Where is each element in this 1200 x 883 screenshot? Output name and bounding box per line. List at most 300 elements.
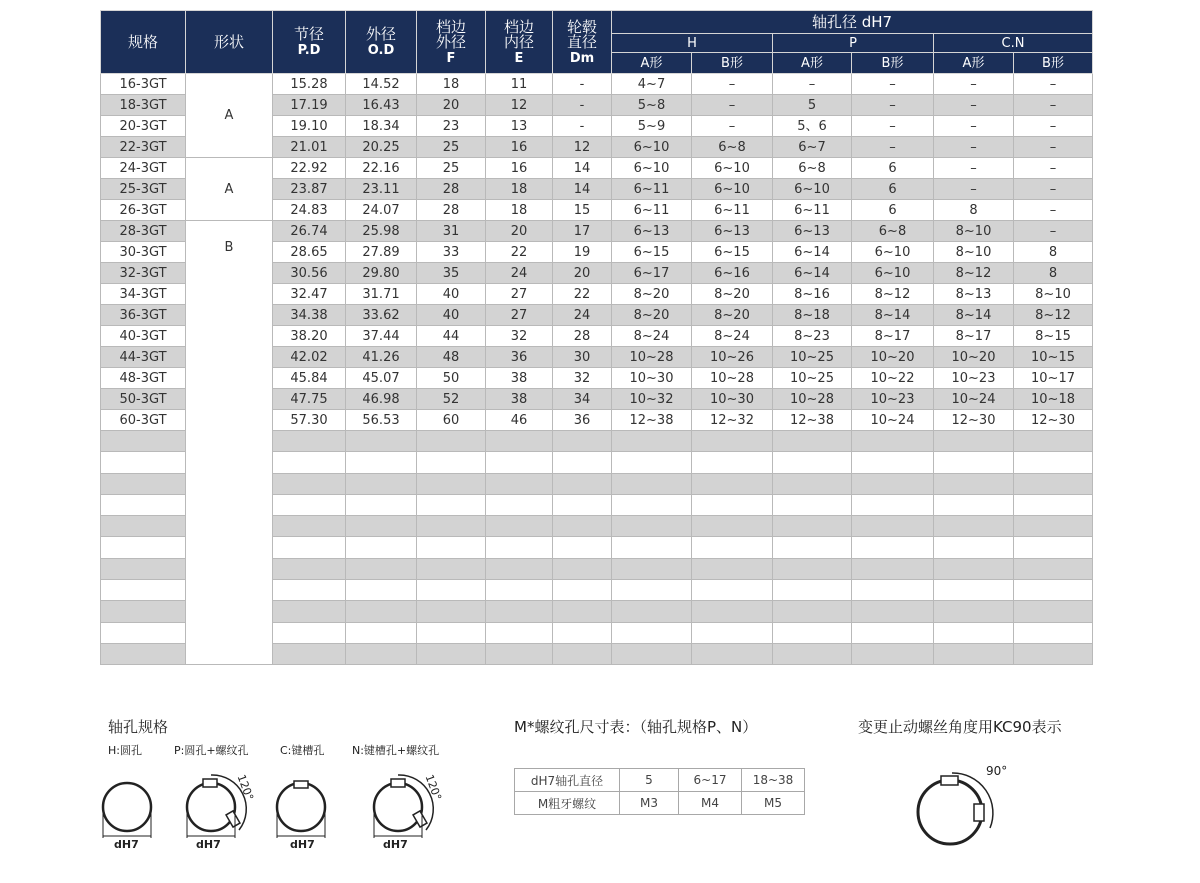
- value-cell: 23.87: [273, 179, 346, 200]
- spec-cell: 50-3GT: [101, 389, 186, 410]
- value-cell: [486, 494, 553, 515]
- value-cell: 8~10: [1014, 284, 1093, 305]
- value-cell: 8~23: [773, 326, 852, 347]
- value-cell: 10~28: [612, 347, 692, 368]
- value-cell: [553, 516, 612, 537]
- value-cell: [852, 537, 934, 558]
- spec-cell: 22-3GT: [101, 137, 186, 158]
- value-cell: 8~20: [612, 305, 692, 326]
- shape-cell: A: [186, 74, 273, 158]
- value-cell: –: [852, 95, 934, 116]
- value-cell: [692, 601, 773, 622]
- value-cell: [346, 473, 417, 494]
- value-cell: [553, 494, 612, 515]
- value-cell: 6~8: [773, 158, 852, 179]
- col-dm: 轮毂 直径 Dm: [553, 11, 612, 74]
- spec-cell: 18-3GT: [101, 95, 186, 116]
- value-cell: [486, 452, 553, 473]
- value-cell: [417, 516, 486, 537]
- value-cell: [692, 494, 773, 515]
- value-cell: 6~13: [773, 221, 852, 242]
- value-cell: [852, 558, 934, 579]
- value-cell: –: [1014, 95, 1093, 116]
- value-cell: –: [1014, 116, 1093, 137]
- value-cell: 28.65: [273, 242, 346, 263]
- spec-cell: 16-3GT: [101, 74, 186, 95]
- bore-p-dim: dH7: [196, 838, 221, 851]
- bore-p-angle: 120°: [234, 772, 256, 803]
- value-cell: 6~14: [773, 242, 852, 263]
- value-cell: [692, 452, 773, 473]
- value-cell: [1014, 494, 1093, 515]
- value-cell: [612, 537, 692, 558]
- spec-cell: [101, 537, 186, 558]
- bore-type-h: H:圆孔: [108, 744, 142, 757]
- value-cell: 18.34: [346, 116, 417, 137]
- value-cell: [773, 601, 852, 622]
- value-cell: [852, 494, 934, 515]
- value-cell: 40: [417, 305, 486, 326]
- value-cell: [417, 494, 486, 515]
- thread-head-diameter: dH7轴孔直径: [515, 769, 620, 792]
- value-cell: 20: [553, 263, 612, 284]
- spec-cell: 26-3GT: [101, 200, 186, 221]
- col-e: 档边 内径 E: [486, 11, 553, 74]
- value-cell: [417, 643, 486, 664]
- value-cell: [553, 558, 612, 579]
- value-cell: [612, 622, 692, 643]
- value-cell: 6~10: [773, 179, 852, 200]
- value-cell: 6~13: [692, 221, 773, 242]
- value-cell: 6~8: [692, 137, 773, 158]
- value-cell: 16: [486, 158, 553, 179]
- value-cell: 34: [553, 389, 612, 410]
- value-cell: 10~20: [852, 347, 934, 368]
- value-cell: [553, 537, 612, 558]
- bore-n-angle: 120°: [422, 772, 444, 803]
- table-row: [101, 74, 1093, 95]
- value-cell: [852, 601, 934, 622]
- value-cell: 8~14: [934, 305, 1014, 326]
- value-cell: [553, 580, 612, 601]
- value-cell: 6~11: [612, 179, 692, 200]
- value-cell: 10~30: [692, 389, 773, 410]
- bore-section-title: 轴孔规格: [108, 718, 169, 736]
- value-cell: 27: [486, 284, 553, 305]
- value-cell: [612, 643, 692, 664]
- value-cell: [273, 516, 346, 537]
- col-spec: 规格: [101, 11, 186, 74]
- value-cell: 8~12: [1014, 305, 1093, 326]
- spec-table: [100, 10, 1093, 665]
- value-cell: [934, 622, 1014, 643]
- bore-type-p: P:圆孔+螺纹孔: [174, 744, 249, 757]
- spec-cell: [101, 622, 186, 643]
- value-cell: [773, 622, 852, 643]
- value-cell: 13: [486, 116, 553, 137]
- value-cell: 6~10: [692, 179, 773, 200]
- value-cell: [553, 452, 612, 473]
- value-cell: [346, 431, 417, 452]
- value-cell: –: [934, 179, 1014, 200]
- value-cell: [934, 494, 1014, 515]
- group-p: P: [773, 34, 934, 53]
- value-cell: 24.83: [273, 200, 346, 221]
- value-cell: 8~12: [852, 284, 934, 305]
- value-cell: 29.80: [346, 263, 417, 284]
- value-cell: [692, 431, 773, 452]
- value-cell: [852, 580, 934, 601]
- value-cell: 10~24: [852, 410, 934, 431]
- value-cell: 16.43: [346, 95, 417, 116]
- value-cell: [273, 494, 346, 515]
- thread-section-title: M*螺纹孔尺寸表：（轴孔规格P、N）: [514, 718, 758, 736]
- value-cell: [692, 580, 773, 601]
- value-cell: –: [934, 116, 1014, 137]
- value-cell: [692, 537, 773, 558]
- value-cell: 15: [553, 200, 612, 221]
- value-cell: –: [1014, 200, 1093, 221]
- value-cell: [553, 622, 612, 643]
- value-cell: [417, 537, 486, 558]
- value-cell: 14: [553, 158, 612, 179]
- value-cell: [934, 643, 1014, 664]
- value-cell: [273, 473, 346, 494]
- value-cell: 28: [417, 179, 486, 200]
- col-f: 档边 外径 F: [417, 11, 486, 74]
- value-cell: [692, 473, 773, 494]
- value-cell: [346, 643, 417, 664]
- value-cell: [773, 452, 852, 473]
- value-cell: [486, 622, 553, 643]
- value-cell: 30: [553, 347, 612, 368]
- value-cell: [417, 473, 486, 494]
- value-cell: 52: [417, 389, 486, 410]
- value-cell: 32: [486, 326, 553, 347]
- value-cell: [773, 643, 852, 664]
- col-shape: 形状: [186, 11, 273, 74]
- value-cell: 8~24: [692, 326, 773, 347]
- value-cell: 6~13: [612, 221, 692, 242]
- value-cell: 8~20: [692, 284, 773, 305]
- spec-cell: 34-3GT: [101, 284, 186, 305]
- value-cell: 46: [486, 410, 553, 431]
- value-cell: 20: [417, 95, 486, 116]
- value-cell: [692, 643, 773, 664]
- spec-cell: 32-3GT: [101, 263, 186, 284]
- value-cell: 22.92: [273, 158, 346, 179]
- value-cell: 17.19: [273, 95, 346, 116]
- value-cell: [934, 601, 1014, 622]
- bore-type-n: N:键槽孔+螺纹孔: [352, 744, 440, 757]
- sub-cn-a: A形: [934, 53, 1014, 74]
- value-cell: 8~10: [934, 242, 1014, 263]
- value-cell: [1014, 452, 1093, 473]
- value-cell: [852, 431, 934, 452]
- shape-cell: B: [186, 221, 273, 665]
- value-cell: [612, 431, 692, 452]
- spec-cell: [101, 516, 186, 537]
- value-cell: [417, 431, 486, 452]
- value-cell: [346, 558, 417, 579]
- spec-cell: [101, 494, 186, 515]
- value-cell: [1014, 537, 1093, 558]
- value-cell: [273, 643, 346, 664]
- value-cell: 6~14: [773, 263, 852, 284]
- value-cell: [346, 580, 417, 601]
- value-cell: 10~17: [1014, 368, 1093, 389]
- col-od: 外径 O.D: [346, 11, 417, 74]
- value-cell: 22.16: [346, 158, 417, 179]
- value-cell: –: [773, 74, 852, 95]
- value-cell: 8: [1014, 242, 1093, 263]
- value-cell: [934, 580, 1014, 601]
- value-cell: [1014, 580, 1093, 601]
- value-cell: [1014, 473, 1093, 494]
- value-cell: 12: [553, 137, 612, 158]
- value-cell: 30.56: [273, 263, 346, 284]
- value-cell: 20: [486, 221, 553, 242]
- sub-p-a: A形: [773, 53, 852, 74]
- value-cell: 25: [417, 158, 486, 179]
- value-cell: 6~10: [692, 158, 773, 179]
- value-cell: 6: [852, 179, 934, 200]
- value-cell: -: [553, 74, 612, 95]
- kc-section-title: 变更止动螺丝角度用KC90表示: [858, 718, 1062, 736]
- value-cell: –: [852, 137, 934, 158]
- value-cell: [934, 516, 1014, 537]
- value-cell: 8~18: [773, 305, 852, 326]
- value-cell: [273, 452, 346, 473]
- value-cell: [773, 580, 852, 601]
- value-cell: 6: [852, 158, 934, 179]
- table-row: [101, 221, 1093, 242]
- value-cell: –: [934, 158, 1014, 179]
- value-cell: [612, 580, 692, 601]
- value-cell: –: [852, 116, 934, 137]
- value-cell: 42.02: [273, 347, 346, 368]
- spec-cell: 36-3GT: [101, 305, 186, 326]
- value-cell: [692, 622, 773, 643]
- thread-cell: M4: [679, 792, 742, 815]
- bore-c-dim: dH7: [290, 838, 315, 851]
- value-cell: 6~10: [612, 158, 692, 179]
- value-cell: [612, 452, 692, 473]
- value-cell: 10~26: [692, 347, 773, 368]
- value-cell: 10~18: [1014, 389, 1093, 410]
- value-cell: 12~32: [692, 410, 773, 431]
- value-cell: [773, 537, 852, 558]
- value-cell: 23.11: [346, 179, 417, 200]
- value-cell: [612, 601, 692, 622]
- value-cell: 50: [417, 368, 486, 389]
- spec-cell: 20-3GT: [101, 116, 186, 137]
- value-cell: 10~32: [612, 389, 692, 410]
- value-cell: [417, 601, 486, 622]
- value-cell: 6~11: [692, 200, 773, 221]
- value-cell: 6~15: [612, 242, 692, 263]
- value-cell: 6~15: [692, 242, 773, 263]
- value-cell: [612, 473, 692, 494]
- value-cell: 25.98: [346, 221, 417, 242]
- value-cell: 5、6: [773, 116, 852, 137]
- value-cell: 25: [417, 137, 486, 158]
- value-cell: -: [553, 95, 612, 116]
- shape-cell: A: [186, 158, 273, 221]
- value-cell: [612, 558, 692, 579]
- value-cell: 23: [417, 116, 486, 137]
- table-row: [101, 158, 1093, 179]
- spec-cell: [101, 431, 186, 452]
- thread-cell: 6~17: [679, 769, 742, 792]
- value-cell: 16: [486, 137, 553, 158]
- value-cell: 10~25: [773, 368, 852, 389]
- thread-head-thread: M粗牙螺纹: [515, 792, 620, 815]
- value-cell: [486, 558, 553, 579]
- value-cell: [773, 516, 852, 537]
- spec-cell: 60-3GT: [101, 410, 186, 431]
- value-cell: 10~30: [612, 368, 692, 389]
- value-cell: 31: [417, 221, 486, 242]
- value-cell: 24: [486, 263, 553, 284]
- value-cell: –: [1014, 137, 1093, 158]
- group-h: H: [612, 34, 773, 53]
- value-cell: [1014, 643, 1093, 664]
- value-cell: [273, 622, 346, 643]
- value-cell: 8~13: [934, 284, 1014, 305]
- value-cell: 15.28: [273, 74, 346, 95]
- value-cell: [934, 537, 1014, 558]
- value-cell: 8~14: [852, 305, 934, 326]
- value-cell: [852, 473, 934, 494]
- value-cell: 6~11: [773, 200, 852, 221]
- thread-cell: 18~38: [742, 769, 805, 792]
- value-cell: 10~24: [934, 389, 1014, 410]
- value-cell: 33: [417, 242, 486, 263]
- value-cell: [273, 537, 346, 558]
- value-cell: –: [934, 74, 1014, 95]
- spec-cell: [101, 643, 186, 664]
- spec-cell: 48-3GT: [101, 368, 186, 389]
- value-cell: [486, 473, 553, 494]
- value-cell: 36: [553, 410, 612, 431]
- value-cell: [692, 516, 773, 537]
- value-cell: 10~23: [852, 389, 934, 410]
- value-cell: 8: [1014, 263, 1093, 284]
- value-cell: 5~8: [612, 95, 692, 116]
- value-cell: 6~17: [612, 263, 692, 284]
- value-cell: 33.62: [346, 305, 417, 326]
- value-cell: 24: [553, 305, 612, 326]
- value-cell: 20.25: [346, 137, 417, 158]
- value-cell: 10~28: [773, 389, 852, 410]
- value-cell: 10~15: [1014, 347, 1093, 368]
- spec-cell: [101, 473, 186, 494]
- value-cell: 8: [934, 200, 1014, 221]
- value-cell: [486, 643, 553, 664]
- spec-cell: 24-3GT: [101, 158, 186, 179]
- value-cell: [852, 643, 934, 664]
- spec-cell: 25-3GT: [101, 179, 186, 200]
- value-cell: 28: [417, 200, 486, 221]
- value-cell: 6~7: [773, 137, 852, 158]
- value-cell: [934, 431, 1014, 452]
- sub-p-b: B形: [852, 53, 934, 74]
- value-cell: [273, 601, 346, 622]
- value-cell: –: [692, 95, 773, 116]
- value-cell: 14: [553, 179, 612, 200]
- value-cell: [612, 494, 692, 515]
- value-cell: [486, 431, 553, 452]
- value-cell: 6: [852, 200, 934, 221]
- value-cell: 24.07: [346, 200, 417, 221]
- value-cell: 6~11: [612, 200, 692, 221]
- value-cell: 5: [773, 95, 852, 116]
- value-cell: 21.01: [273, 137, 346, 158]
- value-cell: –: [692, 74, 773, 95]
- value-cell: [1014, 622, 1093, 643]
- value-cell: [852, 622, 934, 643]
- sub-h-b: B形: [692, 53, 773, 74]
- value-cell: [417, 580, 486, 601]
- value-cell: 19.10: [273, 116, 346, 137]
- value-cell: [273, 431, 346, 452]
- value-cell: 38.20: [273, 326, 346, 347]
- value-cell: 14.52: [346, 74, 417, 95]
- value-cell: 18: [486, 179, 553, 200]
- value-cell: 6~10: [852, 242, 934, 263]
- kc-angle: 90°: [986, 764, 1008, 778]
- value-cell: 10~25: [773, 347, 852, 368]
- value-cell: [486, 537, 553, 558]
- value-cell: 41.26: [346, 347, 417, 368]
- value-cell: –: [692, 116, 773, 137]
- spec-cell: [101, 558, 186, 579]
- value-cell: [773, 558, 852, 579]
- value-cell: 56.53: [346, 410, 417, 431]
- value-cell: [1014, 516, 1093, 537]
- value-cell: 40: [417, 284, 486, 305]
- value-cell: 8~24: [612, 326, 692, 347]
- value-cell: 10~22: [852, 368, 934, 389]
- value-cell: 26.74: [273, 221, 346, 242]
- bore-n-dim: dH7: [383, 838, 408, 851]
- value-cell: [692, 558, 773, 579]
- value-cell: 47.75: [273, 389, 346, 410]
- value-cell: 46.98: [346, 389, 417, 410]
- thread-cell: 5: [620, 769, 679, 792]
- value-cell: [553, 431, 612, 452]
- value-cell: 12: [486, 95, 553, 116]
- value-cell: 10~28: [692, 368, 773, 389]
- value-cell: 38: [486, 389, 553, 410]
- value-cell: [1014, 558, 1093, 579]
- value-cell: –: [852, 74, 934, 95]
- value-cell: [346, 452, 417, 473]
- value-cell: 12~38: [612, 410, 692, 431]
- value-cell: –: [934, 137, 1014, 158]
- bore-p-icon: [183, 770, 263, 855]
- value-cell: 57.30: [273, 410, 346, 431]
- value-cell: 8~15: [1014, 326, 1093, 347]
- value-cell: [612, 516, 692, 537]
- value-cell: [934, 452, 1014, 473]
- value-cell: 12~30: [1014, 410, 1093, 431]
- thread-cell: M5: [742, 792, 805, 815]
- bore-type-c: C:键槽孔: [280, 744, 325, 757]
- value-cell: 38: [486, 368, 553, 389]
- value-cell: 22: [486, 242, 553, 263]
